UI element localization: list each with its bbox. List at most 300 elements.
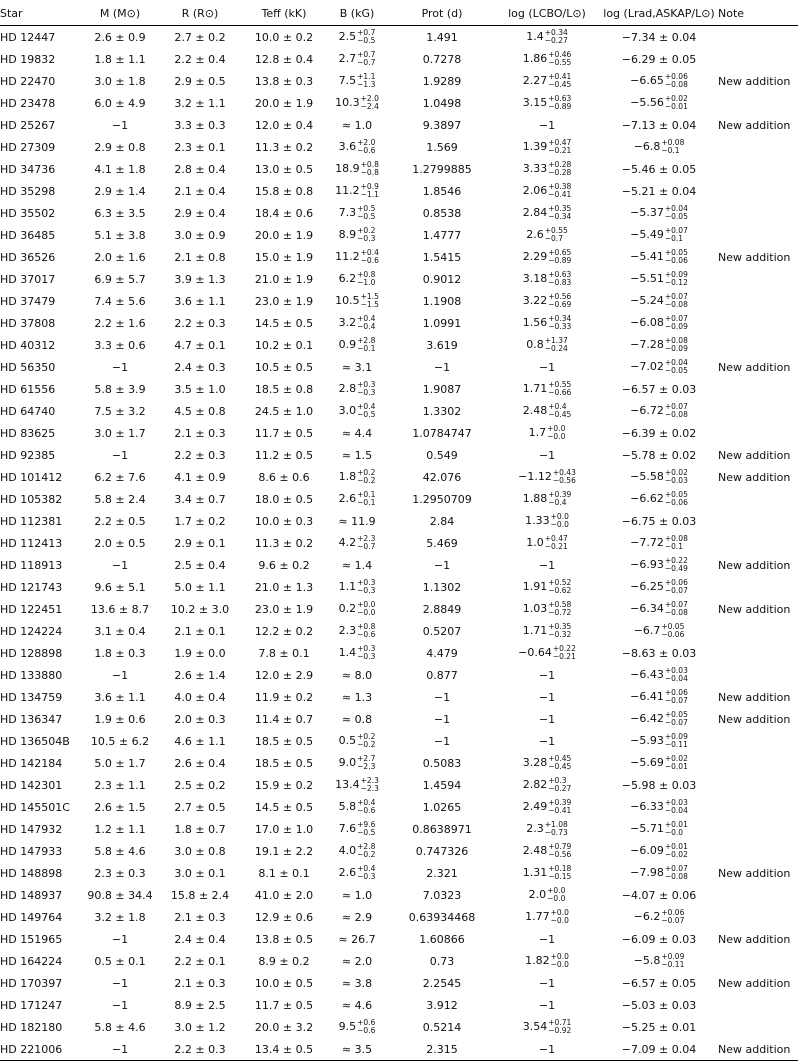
cell-mass: 7.5 ± 3.2 (94, 404, 146, 418)
asym-error (665, 799, 688, 815)
cell-teff: 11.3 ± 0.2 (254, 140, 314, 154)
cell-lrad (600, 26, 718, 49)
cell-radius: 2.1 ± 0.3 (174, 910, 226, 924)
error-lower: −0.49 (664, 564, 688, 573)
error-upper: +0.01 (664, 842, 688, 851)
error-upper: +2.3 (360, 776, 379, 785)
cell-note (718, 268, 798, 290)
cell-lcbo (494, 708, 600, 730)
cell-prot: 1.2950709 (412, 492, 472, 506)
asym-error (665, 95, 688, 111)
lrad-value: −6.75 ± 0.03 (621, 514, 697, 528)
cell-prot: −1 (433, 690, 451, 704)
asym-error (661, 909, 684, 925)
error-lower: −0.3 (357, 652, 376, 661)
cell-star: HD 182180 (0, 1020, 63, 1034)
cell-lrad (600, 202, 718, 224)
cell-lrad (600, 224, 718, 246)
table-row (0, 136, 798, 158)
asym-error (548, 183, 571, 199)
asym-error (665, 469, 688, 485)
cell-prot: 1.4594 (422, 778, 462, 792)
cell-radius: 2.9 ± 0.4 (174, 206, 226, 220)
cell-teff: 18.4 ± 0.6 (254, 206, 314, 220)
cell-radius: 3.0 ± 1.2 (174, 1020, 226, 1034)
cell-lrad (600, 840, 718, 862)
error-lower: −0.2 (357, 850, 376, 859)
cell-bfield (324, 422, 390, 444)
cell-lrad (600, 994, 718, 1016)
cell-bfield (324, 994, 390, 1016)
table-row (0, 884, 798, 906)
cell-note: New addition (718, 1038, 798, 1061)
cell-teff: 11.7 ± 0.5 (254, 426, 314, 440)
error-lower: −0.5 (357, 212, 376, 221)
error-lower: −0.11 (664, 740, 688, 749)
table-row (0, 312, 798, 334)
cell-prot: 7.0323 (422, 888, 462, 902)
cell-mass: 2.6 ± 1.5 (94, 800, 146, 814)
cell-radius: 2.2 ± 0.4 (174, 52, 226, 66)
asym-error (665, 403, 688, 419)
error-lower: −0.41 (548, 806, 572, 815)
asym-error (665, 557, 688, 573)
table-row (0, 510, 798, 532)
error-upper: +0.39 (548, 798, 572, 807)
error-lower: −0.01 (664, 102, 688, 111)
cell-star: HD 37479 (0, 294, 56, 308)
cell-mass: −1 (111, 360, 129, 374)
asym-error (357, 491, 375, 507)
lcbo-value: −1.12 (518, 470, 552, 483)
lcbo-value: −1 (538, 558, 556, 572)
lcbo-value: 2.84 (522, 206, 548, 219)
cell-radius: 4.6 ± 1.1 (174, 734, 226, 748)
cell-bfield (324, 92, 390, 114)
error-lower: −0.72 (548, 608, 572, 617)
cell-lrad (600, 818, 718, 840)
cell-radius: 4.0 ± 0.4 (174, 690, 226, 704)
lrad-value: −6.25 (630, 580, 664, 593)
error-upper: +0.6 (357, 1018, 376, 1027)
cell-bfield (324, 532, 390, 554)
table-row (0, 202, 798, 224)
asym-error (361, 777, 379, 793)
bfield-value: ≈ 2.0 (341, 954, 373, 968)
cell-lcbo (494, 268, 600, 290)
asym-error (665, 271, 688, 287)
cell-teff: 12.8 ± 0.4 (254, 52, 314, 66)
cell-note (718, 334, 798, 356)
bfield-value: 0.2 (338, 602, 357, 615)
bfield-value: 2.8 (338, 382, 357, 395)
asym-error (548, 205, 571, 221)
cell-mass: 5.0 ± 1.7 (94, 756, 146, 770)
cell-prot: 1.0991 (422, 316, 462, 330)
cell-note (718, 1016, 798, 1038)
cell-lcbo (494, 378, 600, 400)
cell-note: New addition (718, 558, 791, 572)
error-lower: −0.0 (550, 960, 569, 969)
error-upper: +0.05 (664, 248, 688, 257)
cell-prot: 1.9289 (422, 74, 462, 88)
error-lower: −0.45 (548, 410, 572, 419)
cell-note (718, 994, 798, 1016)
cell-star: HD 19832 (0, 52, 56, 66)
lcbo-value: −1 (538, 448, 556, 462)
lrad-value: −7.34 ± 0.04 (621, 30, 697, 44)
cell-mass: 2.2 ± 0.5 (94, 514, 146, 528)
cell-radius: 3.6 ± 1.1 (174, 294, 226, 308)
cell-star: HD 148898 (0, 866, 63, 880)
asym-error (357, 535, 375, 551)
error-lower: −0.24 (544, 344, 568, 353)
error-upper: +0.34 (548, 314, 572, 323)
cell-radius: 15.8 ± 2.4 (170, 888, 230, 902)
asym-error (548, 381, 571, 397)
error-lower: −0.06 (664, 256, 688, 265)
bfield-value: ≈ 1.5 (341, 448, 373, 462)
lrad-value: −6.93 (630, 558, 664, 571)
asym-error (665, 491, 688, 507)
cell-lcbo (494, 224, 600, 246)
error-lower: −0.0 (664, 828, 684, 837)
error-upper: +0.39 (548, 490, 572, 499)
asym-error (357, 227, 375, 243)
table-row (0, 532, 798, 554)
error-upper: +0.06 (664, 72, 688, 81)
bfield-value: 10.3 (335, 96, 360, 109)
cell-teff: 10.0 ± 0.3 (254, 514, 314, 528)
asym-error (548, 491, 571, 507)
error-upper: +0.55 (544, 226, 568, 235)
error-lower: −0.11 (661, 960, 685, 969)
table-row (0, 356, 798, 378)
cell-lcbo (494, 532, 600, 554)
cell-teff: 10.2 ± 0.1 (254, 338, 314, 352)
cell-prot: 1.0498 (422, 96, 462, 110)
cell-mass: −1 (111, 932, 129, 946)
cell-lrad (600, 268, 718, 290)
cell-mass: 6.0 ± 4.9 (94, 96, 146, 110)
cell-teff: 15.0 ± 1.9 (254, 250, 314, 264)
error-upper: +0.01 (664, 820, 688, 829)
cell-star: HD 136504B (0, 734, 70, 748)
lcbo-value: −1 (538, 932, 556, 946)
cell-star: HD 36526 (0, 250, 56, 264)
error-upper: +0.63 (548, 94, 572, 103)
error-lower: −0.05 (664, 366, 688, 375)
cell-mass: −1 (111, 976, 129, 990)
error-lower: −0.33 (548, 322, 572, 331)
error-lower: −0.69 (548, 300, 572, 309)
cell-mass: 5.1 ± 3.8 (94, 228, 146, 242)
lcbo-value: 1.91 (522, 580, 548, 593)
cell-star: HD 25267 (0, 118, 56, 132)
lcbo-value: 2.06 (522, 184, 548, 197)
error-lower: −0.3 (357, 586, 376, 595)
cell-teff: 20.0 ± 1.9 (254, 96, 314, 110)
cell-note (718, 312, 798, 334)
error-upper: +0.05 (661, 622, 685, 631)
asym-error (661, 139, 684, 155)
cell-radius: 3.5 ± 1.0 (174, 382, 226, 396)
lcbo-value: −1 (538, 690, 556, 704)
cell-teff: 18.0 ± 0.5 (254, 492, 314, 506)
error-lower: −0.0 (547, 432, 566, 441)
error-lower: −0.8 (360, 168, 379, 177)
asym-error (548, 1019, 571, 1035)
cell-note (718, 576, 798, 598)
lcbo-value: 1.39 (522, 140, 548, 153)
lrad-value: −5.78 ± 0.02 (621, 448, 697, 462)
error-upper: +0.05 (664, 710, 688, 719)
lrad-value: −6.65 (630, 74, 664, 87)
cell-lcbo (494, 576, 600, 598)
lcbo-value: 3.22 (522, 294, 548, 307)
cell-mass: 1.8 ± 0.3 (94, 646, 146, 660)
error-lower: −0.28 (548, 168, 572, 177)
table-row (0, 268, 798, 290)
lcbo-value: −1 (538, 1042, 556, 1056)
error-upper: +0.18 (548, 864, 572, 873)
table-row (0, 708, 798, 730)
cell-teff: 8.9 ± 0.2 (258, 954, 310, 968)
asym-error (665, 843, 688, 859)
error-upper: +2.7 (357, 754, 376, 763)
lrad-value: −7.28 (630, 338, 664, 351)
bfield-value: ≈ 3.1 (341, 360, 373, 374)
lrad-value: −7.72 (630, 536, 664, 549)
cell-note: New addition (718, 470, 791, 484)
cell-bfield (324, 356, 390, 378)
bfield-value: 9.5 (338, 1020, 357, 1033)
cell-teff: 12.9 ± 0.6 (254, 910, 314, 924)
cell-radius: 2.6 ± 0.4 (174, 756, 226, 770)
cell-prot: 0.5083 (422, 756, 462, 770)
cell-lcbo (494, 48, 600, 70)
asym-error (665, 579, 688, 595)
cell-star: HD 112381 (0, 514, 63, 528)
cell-radius: 3.9 ± 1.3 (174, 272, 226, 286)
cell-mass: −1 (111, 558, 129, 572)
cell-lcbo (494, 114, 600, 136)
cell-mass: −1 (111, 668, 129, 682)
cell-prot: −1 (433, 558, 451, 572)
asym-error (665, 667, 688, 683)
error-lower: −0.5 (357, 36, 376, 45)
asym-error (357, 315, 375, 331)
cell-mass: 3.1 ± 0.4 (94, 624, 146, 638)
error-upper: +0.0 (550, 908, 569, 917)
lrad-value: −4.07 ± 0.06 (621, 888, 697, 902)
cell-mass: 6.2 ± 7.6 (94, 470, 146, 484)
lcbo-value: −1 (538, 976, 556, 990)
cell-teff: 14.5 ± 0.5 (254, 316, 314, 330)
cell-prot: 0.9012 (422, 272, 462, 286)
cell-bfield (324, 334, 390, 356)
cell-radius: 2.1 ± 0.4 (174, 184, 226, 198)
cell-teff: 21.0 ± 1.3 (254, 580, 314, 594)
bfield-value: 7.3 (338, 206, 357, 219)
lrad-value: −6.29 ± 0.05 (621, 52, 697, 66)
error-upper: +1.5 (360, 292, 379, 301)
bfield-value: ≈ 1.4 (341, 558, 373, 572)
error-lower: −0.08 (664, 80, 688, 89)
bfield-value: 7.5 (338, 74, 357, 87)
asym-error (553, 645, 576, 661)
error-lower: −0.7 (357, 542, 376, 551)
error-upper: +0.07 (664, 864, 688, 873)
error-upper: +0.3 (357, 644, 376, 653)
cell-teff: 13.4 ± 0.5 (244, 1038, 324, 1061)
col-header-lcbo: log (LCBO/L⊙) (494, 2, 600, 26)
asym-error (548, 579, 571, 595)
cell-bfield (324, 686, 390, 708)
cell-lcbo (494, 70, 600, 92)
cell-star: HD 37017 (0, 272, 56, 286)
error-lower: −1.1 (360, 190, 379, 199)
error-upper: +0.1 (357, 490, 376, 499)
lrad-value: −6.34 (630, 602, 664, 615)
cell-star: HD 56350 (0, 360, 56, 374)
table-row (0, 180, 798, 202)
error-lower: −0.15 (548, 872, 572, 881)
error-upper: +0.52 (548, 578, 572, 587)
bfield-value: 3.0 (338, 404, 357, 417)
error-lower: −2.3 (357, 762, 376, 771)
cell-lrad (600, 598, 718, 620)
lcbo-value: 2.6 (526, 228, 544, 241)
asym-error (357, 73, 375, 89)
cell-note (718, 400, 798, 422)
cell-lrad (600, 906, 718, 928)
lrad-value: −5.46 ± 0.05 (621, 162, 697, 176)
error-upper: +0.4 (357, 798, 376, 807)
asym-error (665, 733, 688, 749)
cell-teff: 41.0 ± 2.0 (254, 888, 314, 902)
lcbo-value: 1.31 (522, 866, 548, 879)
bfield-value: 18.9 (335, 162, 360, 175)
error-lower: −0.2 (357, 476, 376, 485)
cell-radius: 3.0 ± 0.8 (174, 844, 226, 858)
cell-prot: 1.60866 (419, 932, 465, 946)
cell-prot: 0.63934468 (408, 910, 476, 924)
table-row (0, 576, 798, 598)
asym-error (665, 205, 688, 221)
cell-mass: 13.6 ± 8.7 (90, 602, 150, 616)
bfield-value: ≈ 4.4 (341, 426, 373, 440)
cell-lcbo (494, 1038, 600, 1061)
cell-radius: 2.8 ± 0.4 (174, 162, 226, 176)
cell-radius: 2.4 ± 0.3 (174, 360, 226, 374)
table-row (0, 950, 798, 972)
cell-prot: 0.8638971 (412, 822, 472, 836)
table-row (0, 664, 798, 686)
error-upper: +2.8 (357, 842, 376, 851)
cell-mass: 5.8 ± 4.6 (94, 1020, 146, 1034)
asym-error (548, 601, 571, 617)
col-header-bfield: B (kG) (324, 2, 390, 26)
cell-lcbo (494, 1016, 600, 1038)
table-row (0, 158, 798, 180)
bfield-value: 2.7 (338, 52, 357, 65)
error-upper: +1.37 (544, 336, 568, 345)
cell-star: HD 40312 (0, 338, 56, 352)
cell-teff: 10.0 ± 0.5 (254, 976, 314, 990)
cell-mass: 6.3 ± 3.5 (94, 206, 146, 220)
lcbo-value: −1 (538, 360, 556, 374)
asym-error (548, 161, 571, 177)
cell-star: HD 121743 (0, 580, 63, 594)
asym-error (665, 865, 688, 881)
lcbo-value: 1.0 (526, 536, 544, 549)
cell-note (718, 532, 798, 554)
error-lower: −0.04 (664, 674, 688, 683)
bfield-value: 0.5 (338, 734, 357, 747)
bfield-value: 1.4 (338, 646, 357, 659)
error-lower: −0.27 (544, 36, 568, 45)
cell-bfield (324, 158, 390, 180)
bfield-value: ≈ 1.3 (341, 690, 373, 704)
asym-error (357, 579, 375, 595)
cell-star: HD 151965 (0, 932, 63, 946)
error-upper: +0.03 (664, 666, 688, 675)
cell-radius: 2.2 ± 0.3 (174, 448, 226, 462)
cell-prot: 0.8538 (422, 206, 462, 220)
error-lower: −0.0 (547, 894, 566, 903)
cell-lcbo (494, 444, 600, 466)
error-upper: +0.07 (664, 226, 688, 235)
cell-note (718, 752, 798, 774)
cell-prot: 1.1302 (422, 580, 462, 594)
cell-lcbo (494, 26, 600, 49)
bfield-value: 11.2 (335, 250, 360, 263)
table-row (0, 1016, 798, 1038)
error-lower: −2.4 (360, 102, 379, 111)
cell-radius: 2.1 ± 0.3 (174, 976, 226, 990)
cell-lcbo (494, 136, 600, 158)
cell-lrad (600, 136, 718, 158)
asym-error (548, 95, 571, 111)
cell-star: HD 27309 (0, 140, 56, 154)
asym-error (548, 865, 571, 881)
cell-radius: 3.4 ± 0.7 (174, 492, 226, 506)
asym-error (665, 293, 688, 309)
error-lower: −0.6 (357, 1026, 376, 1035)
asym-error (551, 513, 569, 529)
error-upper: +0.0 (547, 886, 566, 895)
error-lower: −0.07 (664, 696, 688, 705)
bfield-value: ≈ 1.0 (341, 118, 373, 132)
cell-lcbo (494, 972, 600, 994)
cell-lrad (600, 70, 718, 92)
error-lower: −0.2 (357, 740, 376, 749)
asym-error (357, 1019, 375, 1035)
cell-lcbo (494, 884, 600, 906)
asym-error (548, 51, 571, 67)
cell-lrad (600, 312, 718, 334)
cell-lrad (600, 862, 718, 884)
lrad-value: −6.09 ± 0.03 (621, 932, 697, 946)
cell-bfield (324, 576, 390, 598)
error-lower: −0.62 (548, 586, 572, 595)
cell-lcbo (494, 928, 600, 950)
bfield-value: 4.2 (338, 536, 357, 549)
table-row (0, 444, 798, 466)
table-row (0, 378, 798, 400)
bfield-value: ≈ 4.6 (341, 998, 373, 1012)
